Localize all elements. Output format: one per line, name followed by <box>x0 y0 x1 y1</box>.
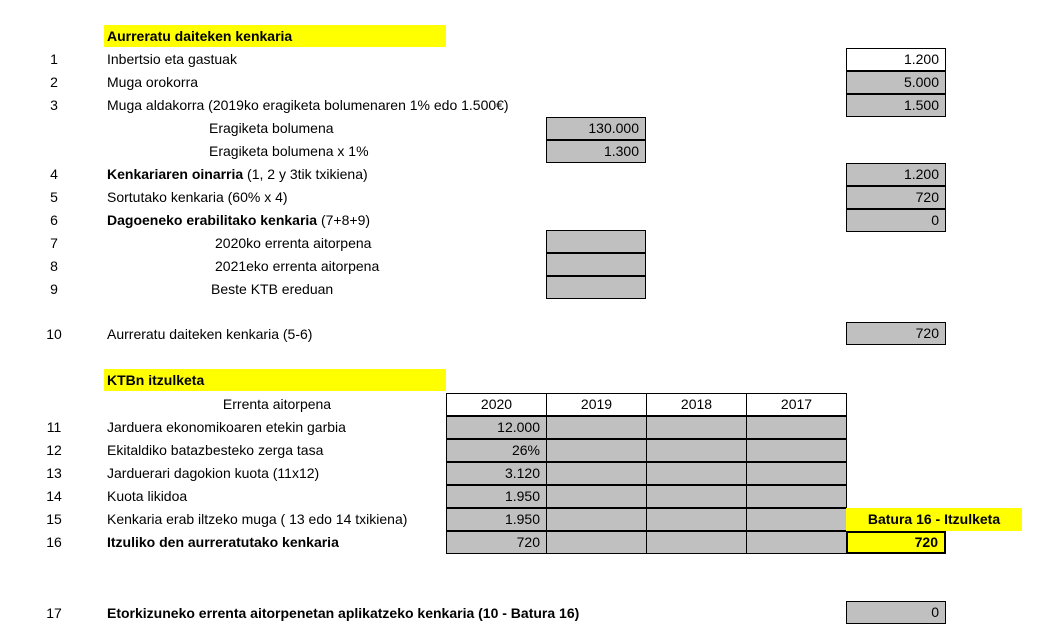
row-number-2: 2 <box>50 74 58 90</box>
row-label-2: Muga orokorra <box>107 74 199 90</box>
volume-pct-value-cell[interactable]: 1.300 <box>546 140 646 163</box>
row-label-10: Aurreratu daiteken kenkaria (5-6) <box>107 326 313 342</box>
row-label-4-rest: (1, 2 y 3tik txikiena) <box>243 166 368 182</box>
value-cell-9[interactable] <box>546 276 646 299</box>
row-number-7: 7 <box>50 235 58 251</box>
row-label-16: Itzuliko den aurreratutako kenkaria <box>107 534 339 550</box>
row-number-17: 17 <box>46 605 62 621</box>
cell-12-2018[interactable] <box>646 439 747 462</box>
header-errenta-aitorpena: Errenta aitorpena <box>222 396 332 412</box>
volume-label: Eragiketa bolumena <box>209 120 334 136</box>
value-cell-3[interactable]: 1.500 <box>846 94 946 117</box>
cell-15-2017[interactable] <box>746 508 847 531</box>
row-number-16: 16 <box>46 534 62 550</box>
cell-12-2019[interactable] <box>546 439 647 462</box>
row-label-5: Sortutako kenkaria (60% x 4) <box>107 189 288 205</box>
row-label-4-bold: Kenkariaren oinarria <box>107 166 244 182</box>
row-label-9: Beste KTB ereduan <box>211 281 334 297</box>
header-year-2019: 2019 <box>546 393 647 416</box>
cell-15-2018[interactable] <box>646 508 747 531</box>
cell-16-2017[interactable] <box>746 531 847 554</box>
cell-11-2019[interactable] <box>546 416 647 439</box>
row-label-14: Kuota likidoa <box>107 488 188 504</box>
value-cell-17[interactable]: 0 <box>846 601 946 624</box>
row-label-12: Ekitaldiko batazbesteko zerga tasa <box>107 442 324 458</box>
row-number-5: 5 <box>50 189 58 205</box>
row-number-15: 15 <box>46 511 62 527</box>
cell-14-2020[interactable]: 1.950 <box>446 485 547 508</box>
row-label-11: Jarduera ekonomikoaren etekin garbia <box>107 419 346 435</box>
cell-13-2017[interactable] <box>746 462 847 485</box>
row-number-8: 8 <box>50 258 58 274</box>
row-number-11: 11 <box>46 419 62 435</box>
cell-13-2018[interactable] <box>646 462 747 485</box>
row-number-4: 4 <box>50 166 58 182</box>
row-number-12: 12 <box>46 442 62 458</box>
value-cell-7[interactable] <box>546 230 646 253</box>
row-number-9: 9 <box>50 281 58 297</box>
row-number-6: 6 <box>50 212 58 228</box>
value-cell-2[interactable]: 5.000 <box>846 71 946 94</box>
cell-16-2020[interactable]: 720 <box>446 531 547 554</box>
row-label-6-bold: Dagoeneko erabilitako kenkaria <box>107 212 318 228</box>
row-label-1: Inbertsio eta gastuak <box>107 51 237 67</box>
cell-16-2018[interactable] <box>646 531 747 554</box>
cell-11-2018[interactable] <box>646 416 747 439</box>
cell-13-2020[interactable]: 3.120 <box>446 462 547 485</box>
row-label-6-rest: (7+8+9) <box>317 212 371 228</box>
cell-12-2017[interactable] <box>746 439 847 462</box>
sum-16-value-cell[interactable]: 720 <box>846 531 946 554</box>
row-label-13: Jarduerari dagokion kuota (11x12) <box>107 465 320 481</box>
cell-11-2020[interactable]: 12.000 <box>446 416 547 439</box>
section-title-refund: KTBn itzulketa <box>104 369 446 391</box>
value-cell-1[interactable]: 1.200 <box>846 48 946 71</box>
row-label-15: Kenkaria erab iltzeko muga ( 13 edo 14 txikiena) <box>107 511 408 527</box>
row-label-7: 2020ko errenta aitorpena <box>215 235 372 251</box>
cell-14-2017[interactable] <box>746 485 847 508</box>
cell-12-2020[interactable]: 26% <box>446 439 547 462</box>
value-cell-8[interactable] <box>546 253 646 276</box>
cell-16-2019[interactable] <box>546 531 647 554</box>
header-year-2017: 2017 <box>746 393 847 416</box>
row-label-4 <box>107 163 368 186</box>
row-label-3: Muga aldakorra (2019ko eragiketa bolumenaren 1% edo 1.500€) <box>107 97 509 113</box>
volume-value-cell[interactable]: 130.000 <box>546 117 646 140</box>
header-year-2020: 2020 <box>446 393 547 416</box>
row-number-3: 3 <box>50 97 58 113</box>
row-number-1: 1 <box>50 51 58 67</box>
cell-14-2019[interactable] <box>546 485 647 508</box>
row-number-10: 10 <box>46 326 62 342</box>
row-label-17: Etorkizuneko errenta aitorpenetan aplikatzeko kenkaria (10 - Batura 16) <box>107 605 580 621</box>
volume-pct-label: Eragiketa bolumena x 1% <box>209 143 369 159</box>
cell-13-2019[interactable] <box>546 462 647 485</box>
sum-16-refund-label: Batura 16 - Itzulketa <box>846 508 1022 531</box>
value-cell-5[interactable]: 720 <box>846 186 946 209</box>
header-year-2018: 2018 <box>646 393 747 416</box>
cell-15-2020[interactable]: 1.950 <box>446 508 547 531</box>
row-label-8: 2021eko errenta aitorpena <box>215 258 380 274</box>
value-cell-4[interactable]: 1.200 <box>846 163 946 186</box>
value-cell-6[interactable]: 0 <box>846 209 946 232</box>
row-label-6 <box>107 209 370 232</box>
row-number-14: 14 <box>46 488 62 504</box>
value-cell-10[interactable]: 720 <box>846 322 946 345</box>
section-title-advance-deduction: Aurreratu daiteken kenkaria <box>104 25 446 47</box>
cell-11-2017[interactable] <box>746 416 847 439</box>
row-number-13: 13 <box>46 465 62 481</box>
cell-14-2018[interactable] <box>646 485 747 508</box>
cell-15-2019[interactable] <box>546 508 647 531</box>
